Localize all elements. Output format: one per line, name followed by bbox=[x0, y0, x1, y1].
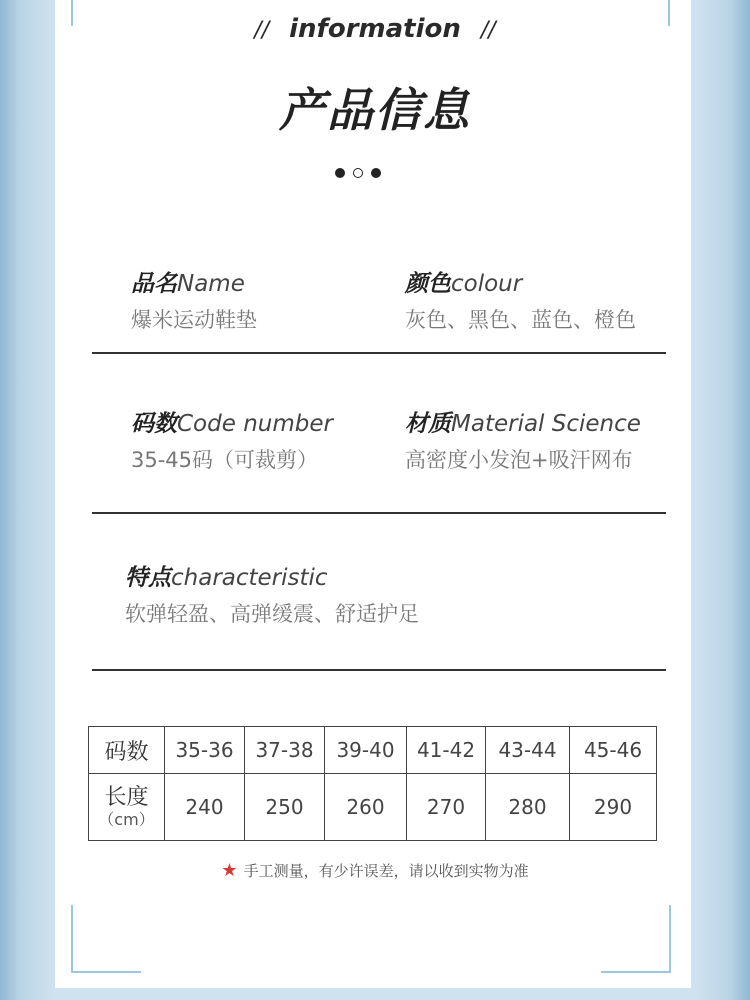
field-colour-label: 颜色colour bbox=[405, 271, 523, 297]
length-cell: 240 bbox=[165, 774, 245, 841]
length-cell: 250 bbox=[245, 774, 325, 841]
length-header-unit: （cm） bbox=[98, 810, 155, 830]
table-row bbox=[89, 774, 657, 841]
divider bbox=[92, 352, 666, 354]
field-name-value: 爆米运动鞋垫 bbox=[131, 308, 257, 332]
field-material-value: 高密度小发泡+吸汗网布 bbox=[405, 448, 633, 472]
table-row bbox=[89, 727, 657, 774]
corner-bracket-bottom-right bbox=[601, 905, 671, 973]
measurement-note bbox=[0, 860, 750, 881]
divider bbox=[92, 512, 666, 514]
dot-hollow-icon bbox=[353, 168, 363, 178]
field-code-value: 35-45码（可裁剪） bbox=[131, 448, 319, 472]
length-cell: 280 bbox=[486, 774, 570, 841]
field-feature-label: 特点characteristic bbox=[125, 565, 328, 591]
length-cell: 260 bbox=[325, 774, 407, 841]
dot-ornament bbox=[335, 168, 381, 180]
length-header-label: 长度 bbox=[104, 785, 149, 811]
size-cell: 35-36 bbox=[165, 727, 245, 774]
size-cell: 39-40 bbox=[325, 727, 407, 774]
page-title: 产品信息 bbox=[279, 83, 471, 137]
measurement-note-text: 手工测量，有少许误差，请以收到实物为准 bbox=[243, 862, 529, 880]
field-colour-value: 灰色、黑色、蓝色、橙色 bbox=[405, 308, 636, 332]
field-colour bbox=[405, 265, 636, 334]
size-cell: 41-42 bbox=[407, 727, 486, 774]
star-icon: ★ bbox=[221, 860, 238, 881]
size-table bbox=[88, 726, 657, 841]
field-feature-value: 软弹轻盈、高弹缓震、舒适护足 bbox=[125, 602, 419, 626]
section-keyword bbox=[0, 14, 750, 44]
field-code-label: 码数Code number bbox=[131, 411, 333, 437]
length-cell: 270 bbox=[407, 774, 486, 841]
dot-filled-icon bbox=[335, 168, 345, 178]
size-row-header: 码数 bbox=[89, 727, 165, 774]
length-row-header bbox=[89, 774, 165, 841]
right-slash: // bbox=[480, 18, 496, 43]
divider bbox=[92, 669, 666, 671]
size-cell: 45-46 bbox=[570, 727, 657, 774]
field-material bbox=[405, 405, 641, 474]
left-slash: // bbox=[254, 18, 270, 43]
field-feature bbox=[125, 559, 419, 628]
corner-bracket-bottom-left bbox=[71, 905, 141, 973]
field-code bbox=[131, 405, 333, 474]
field-name bbox=[131, 265, 257, 334]
length-cell: 290 bbox=[570, 774, 657, 841]
keyword-text: information bbox=[289, 14, 461, 44]
field-material-label: 材质Material Science bbox=[405, 411, 641, 437]
dot-filled-icon bbox=[371, 168, 381, 178]
size-cell: 43-44 bbox=[486, 727, 570, 774]
field-name-label: 品名Name bbox=[131, 271, 245, 297]
size-cell: 37-38 bbox=[245, 727, 325, 774]
